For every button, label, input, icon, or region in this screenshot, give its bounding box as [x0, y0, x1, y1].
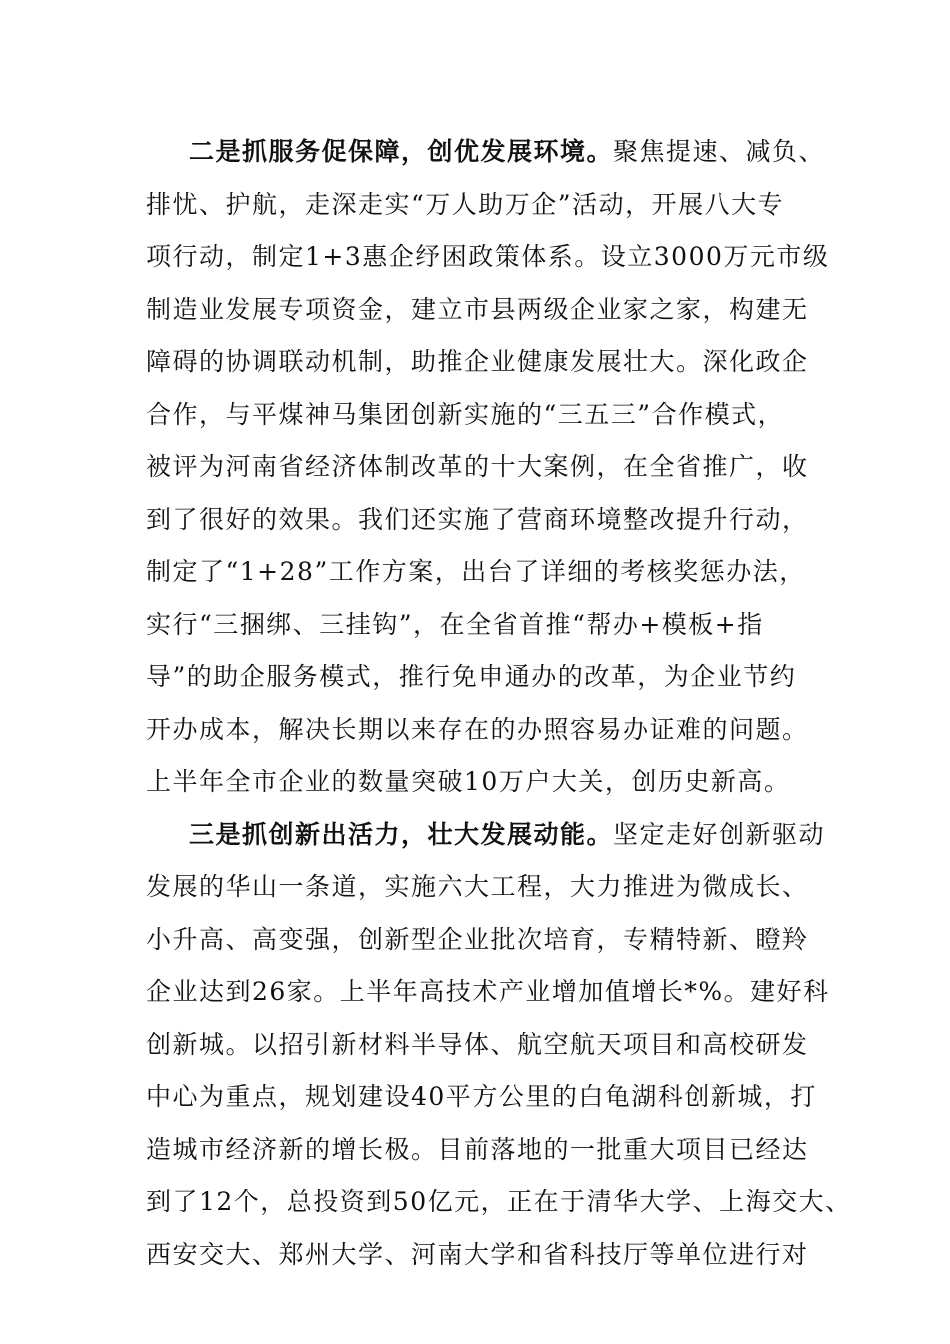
paragraph-3-line: 小升高、高变强，创新型企业批次培育，专精特新、瞪羚: [146, 924, 809, 954]
paragraph-3-line: 造城市经济新的增长极。目前落地的一批重大项目已经达: [146, 1134, 809, 1164]
paragraph-2-line: 导”的助企服务模式，推行免申通办的改革，为企业节约: [146, 662, 797, 691]
paragraph-3-line: 西安交大、郑州大学、河南大学和省科技厅等单位进行对: [146, 1239, 809, 1269]
paragraph-2-line: 被评为河南省经济体制改革的十大案例，在全省推广，收: [146, 452, 809, 481]
document-body: [146, 126, 866, 1281]
paragraph-2-line: 障碍的协调联动机制，助推企业健康发展壮大。深化政企: [146, 347, 809, 376]
paragraph-3-line: 到了12个，总投资到50亿元，正在于清华大学、上海交大、: [146, 1187, 852, 1216]
paragraph-3-heading: 三是抓创新出活力，壮大发展动能。: [189, 819, 614, 849]
paragraph-3-line: 发展的华山一条道，实施六大工程，大力推进为微成长、: [146, 872, 809, 901]
paragraph-2-line: 制定了“1+28”工作方案，出台了详细的考核奖惩办法，: [146, 557, 806, 586]
paragraph-2-line: 开办成本，解决长期以来存在的办照容易办证难的问题。: [146, 714, 809, 744]
paragraph-2-line: 排忧、护航，走深走实“万人助万企”活动，开展八大专: [146, 189, 785, 219]
paragraph-3-line: 企业达到26家。上半年高技术产业增加值增长*%。建好科: [146, 977, 830, 1006]
paragraph-2-heading: 二是抓服务促保障，创优发展环境。: [189, 137, 614, 166]
paragraph-2-first-line: [146, 126, 866, 179]
paragraph-3-line: 创新城。以招引新材料半导体、航空航天项目和高校研发: [146, 1029, 809, 1059]
paragraph-2-line: 上半年全市企业的数量突破10万户大关，创历史新高。: [146, 767, 791, 796]
paragraph-3-line: 中心为重点，规划建设40平方公里的白龟湖科创新城，打: [146, 1082, 817, 1111]
paragraph-2-line: 到了很好的效果。我们还实施了营商环境整改提升行动，: [146, 504, 809, 534]
paragraph-2-first-line-text: 聚焦提速、减负、: [613, 137, 826, 166]
paragraph-2-line: 合作，与平煤神马集团创新实施的“三五三”合作模式，: [146, 399, 785, 429]
paragraph-2-line: 实行“三捆绑、三挂钩”，在全省首推“帮办+模板+指: [146, 609, 764, 639]
paragraph-3-first-line: [146, 809, 866, 862]
paragraph-3-first-line-text: 坚定走好创新驱动: [613, 819, 826, 849]
paragraph-2-line: 制造业发展专项资金，建立市县两级企业家之家，构建无: [146, 294, 809, 324]
paragraph-2-line: 项行动，制定1+3惠企纾困政策体系。设立3000万元市级: [146, 242, 830, 271]
